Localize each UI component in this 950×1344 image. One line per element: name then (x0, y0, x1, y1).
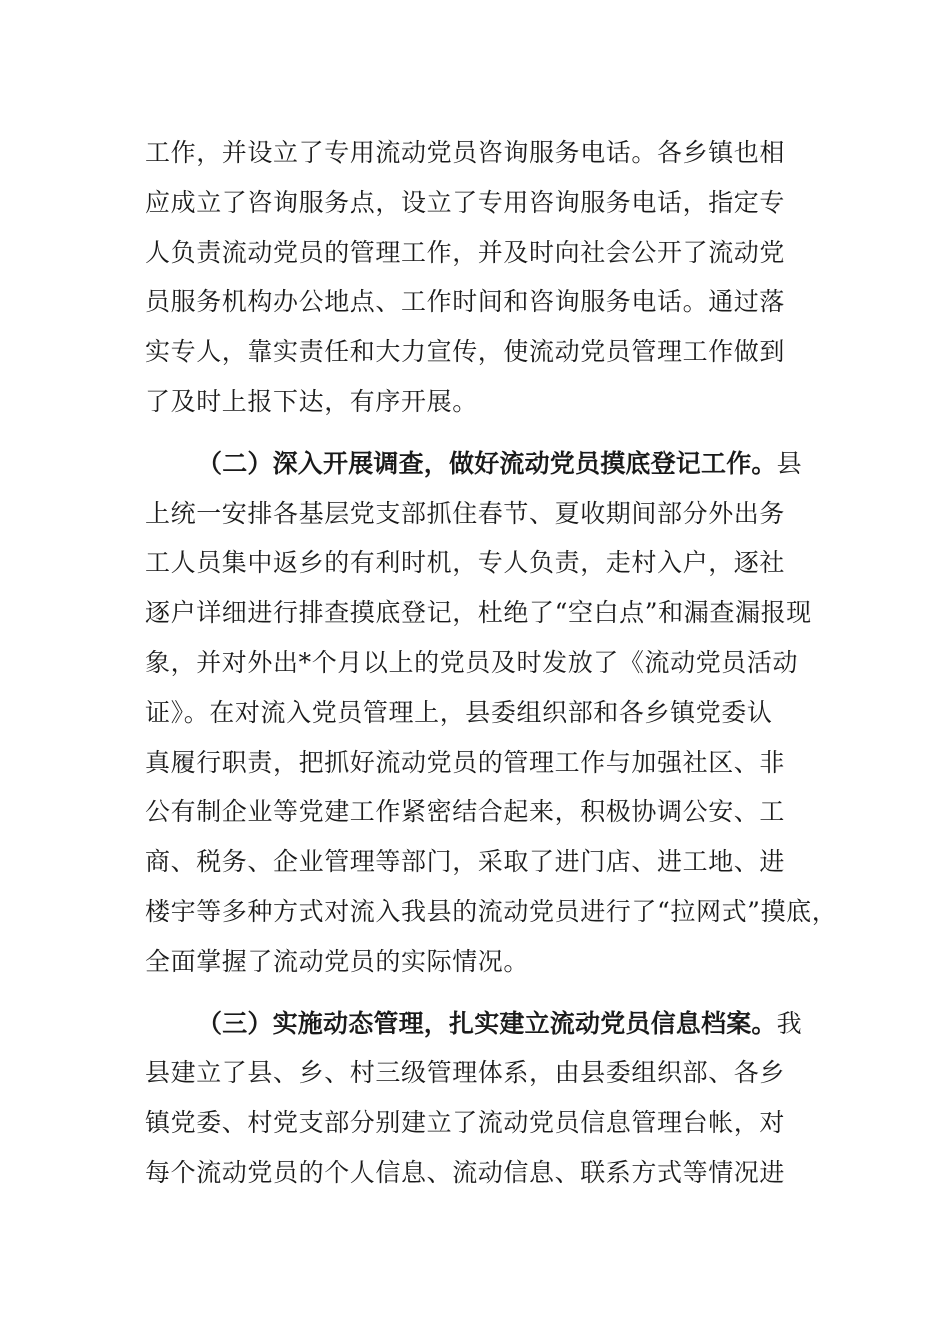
paragraph-first-line (145, 999, 817, 1049)
section-heading-2: （二）深入开展调查，做好流动党员摸底登记工作。 (197, 448, 777, 478)
section-heading-3: （三）实施动态管理，扎实建立流动党员信息档案。 (197, 1008, 777, 1038)
paragraph-line: 象，并对外出*个月以上的党员及时发放了《流动党员活动 (145, 647, 799, 677)
paragraph-line: 了及时上报下达，有序开展。 (145, 386, 478, 416)
paragraph-line: 公有制企业等党建工作紧密结合起来，积极协调公安、工 (145, 797, 786, 827)
paragraph-first-line (145, 439, 817, 489)
paragraph-line: 实专人，靠实责任和大力宣传，使流动党员管理工作做到 (145, 337, 786, 367)
paragraph-3 (145, 999, 817, 1198)
paragraph-line: 全面掌握了流动党员的实际情况。 (145, 946, 530, 976)
paragraph-line: 上统一安排各基层党支部抓住春节、夏收期间部分外出务 (145, 498, 786, 528)
document-body (145, 128, 838, 1208)
paragraph-line: 工作，并设立了专用流动党员咨询服务电话。各乡镇也相 (145, 138, 786, 167)
paragraph-line: 商、税务、企业管理等部门，采取了进门店、进工地、进 (145, 847, 786, 877)
paragraph-line: 工人员集中返乡的有利时机，专人负责，走村入户，逐社 (145, 548, 786, 578)
heading-continuation: 县 (776, 448, 803, 478)
paragraph-line: 楼宇等多种方式对流入我县的流动党员进行了“拉网式”摸底， (145, 896, 838, 926)
paragraph-line: 员服务机构办公地点、工作时间和咨询服务电话。通过落 (145, 287, 786, 317)
paragraph-line: 人负责流动党员的管理工作，并及时向社会公开了流动党 (145, 237, 786, 267)
paragraph-1 (145, 128, 817, 427)
paragraph-line: 逐户详细进行排查摸底登记，杜绝了“空白点”和漏查漏报现 (145, 598, 812, 628)
paragraph-line: 每个流动党员的个人信息、流动信息、联系方式等情况进 (145, 1157, 786, 1187)
heading-continuation: 我 (776, 1008, 803, 1038)
paragraph-line: 镇党委、村党支部分别建立了流动党员信息管理台帐，对 (145, 1108, 786, 1138)
paragraph-line: 县建立了县、乡、村三级管理体系，由县委组织部、各乡 (145, 1058, 786, 1088)
paragraph-2 (145, 439, 838, 987)
paragraph-line: 应成立了咨询服务点，设立了专用咨询服务电话，指定专 (145, 187, 786, 217)
paragraph-line: 真履行职责，把抓好流动党员的管理工作与加强社区、非 (145, 747, 786, 777)
paragraph-line: 证》。在对流入党员管理上，县委组织部和各乡镇党委认 (145, 697, 773, 727)
